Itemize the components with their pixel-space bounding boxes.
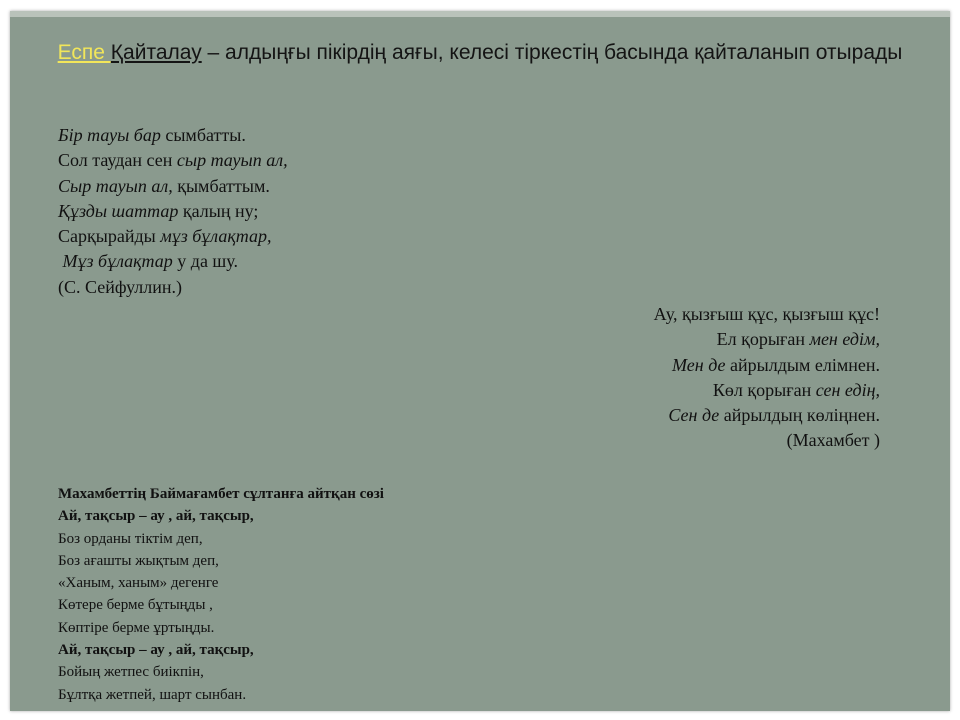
poem-line-italic: сыр тауып ал, — [176, 150, 288, 171]
poem-line-italic: мұз бұлақтар, — [160, 226, 272, 247]
title-term: Қайталау — [110, 41, 202, 64]
poem-line-text: Ел қорыған — [716, 329, 810, 350]
poem-line — [58, 123, 288, 148]
slide — [10, 11, 950, 711]
poem-line-text: (Махамбет ) — [786, 430, 880, 451]
poem-line-text: айрылдым елімнен. — [725, 354, 880, 375]
poem-line-text: Сарқырайды — [58, 226, 161, 247]
poem-line-text: сымбатты. — [160, 125, 246, 145]
poem-line — [654, 327, 880, 352]
poem-line-italic: Құзды шаттар — [58, 200, 179, 221]
poem-line — [654, 403, 880, 428]
poem-line-text: Сол таудан сен — [58, 150, 177, 171]
poem-line-text: айрылдың көліңнен. — [719, 405, 880, 426]
espe-link[interactable]: Еспе — [57, 41, 111, 64]
poem-line — [654, 353, 880, 378]
poem-line-text: Ау, қызғыш құс, қызғыш құс! — [653, 304, 880, 324]
poem-line-italic: Сыр тауып ал, — [58, 175, 173, 196]
poem-line — [58, 249, 288, 274]
poem-line: Боз орданы тіктім деп, — [58, 530, 203, 547]
poem-refrain: Ай, тақсыр – ау , ай, тақсыр, — [58, 508, 254, 525]
slide-top-band — [10, 11, 950, 17]
poem-line — [654, 378, 880, 403]
poem-line-italic: Мұз бұлақтар — [62, 251, 173, 272]
poem-line-italic: мен едім, — [809, 329, 880, 350]
poem-line — [58, 224, 288, 249]
poem-line-text: (С. Сейфуллин.) — [58, 276, 182, 297]
poem-refrain: Ай, тақсыр – ау , ай, тақсыр, — [58, 642, 254, 659]
title-definition: – алдыңғы пікірдің аяғы, келесі тіркестің басында қайталанып отырады — [201, 41, 903, 64]
poem-line-italic: Бір тауы бар — [58, 125, 161, 145]
poem-line — [654, 302, 880, 327]
poem-line-italic: Сен де — [668, 405, 720, 426]
poem-line — [58, 199, 288, 224]
poem-line: Бұлтқа жетпей, шарт сынбан. — [58, 686, 247, 703]
poem-line: Көптіре берме ұртыңды. — [58, 619, 215, 636]
poem-line-text: қалың ну; — [178, 200, 259, 221]
poem-line-italic: Мен де — [672, 354, 726, 375]
poem-line: Бойың жетпес биікпін, — [58, 664, 204, 681]
poem-line-text: Көл қорыған — [712, 379, 816, 400]
poem-heading: Махамбеттің Баймағамбет сұлтанға айтқан сөзі — [58, 486, 384, 502]
poem-baimagambet — [58, 483, 384, 706]
poem-line: Көтере берме бұтыңды , — [58, 597, 213, 614]
poem-line-text: қымбаттым. — [172, 175, 270, 196]
poem-line-italic: сен едің, — [815, 379, 880, 400]
poem-line-text: у да шу. — [172, 251, 238, 272]
poem-seifullin — [58, 123, 288, 300]
poem-line — [58, 174, 288, 199]
poem-line: Боз ағашты жықтым деп, — [58, 552, 219, 569]
poem-author — [654, 428, 880, 453]
slide-title — [50, 39, 910, 66]
poem-author — [58, 275, 288, 300]
poem-line — [58, 148, 288, 173]
poem-makhambet — [654, 302, 880, 454]
poem-line: «Ханым, ханым» дегенге — [58, 575, 219, 592]
